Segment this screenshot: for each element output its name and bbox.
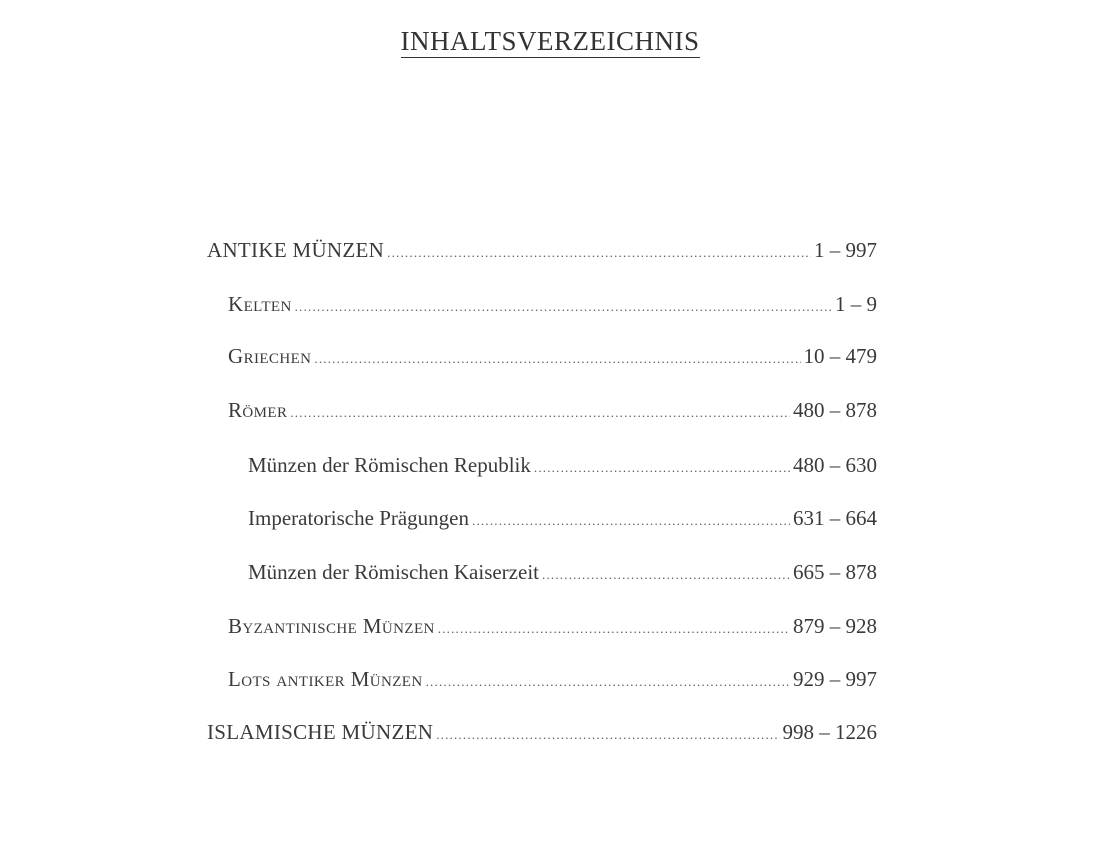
toc-entry-label: ANTIKE MÜNZEN <box>207 238 385 262</box>
toc-entry-label: Griechen <box>228 344 312 368</box>
toc-entry-islamische-muenzen[interactable] <box>207 719 877 748</box>
toc-entry-pages: 879 – 928 <box>793 614 877 638</box>
toc-entry-label: Lots antiker Münzen <box>228 667 423 691</box>
toc-entry-label: Kelten <box>228 292 292 316</box>
toc-entry-pages: 480 – 630 <box>793 453 877 477</box>
toc-entry-lots-antiker-muenzen[interactable] <box>228 666 877 695</box>
toc-entry-imperatorische-praegungen[interactable] <box>248 505 877 534</box>
toc-entry-byzantinische-muenzen[interactable] <box>228 613 877 642</box>
toc-entry-pages: 1 – 997 <box>814 238 877 262</box>
toc-entry-pages: 631 – 664 <box>793 506 877 530</box>
toc-entry-pages: 665 – 878 <box>793 560 877 584</box>
leader-dots <box>314 346 800 372</box>
toc-entry-label: Imperatorische Prägungen <box>248 506 470 530</box>
leader-dots <box>438 616 790 642</box>
toc-entry-label: ISLAMISCHE MÜNZEN <box>207 720 434 744</box>
leader-dots <box>295 294 832 320</box>
toc-entry-kelten[interactable] <box>228 291 877 320</box>
toc-entry-label: Münzen der Römischen Republik <box>248 453 531 477</box>
toc-entry-griechen[interactable] <box>228 343 877 372</box>
toc-entry-antike-muenzen[interactable] <box>207 237 877 266</box>
leader-dots <box>534 455 790 481</box>
toc-entry-pages: 10 – 479 <box>803 344 877 368</box>
page-title-text: INHALTSVERZEICHNIS <box>400 26 700 56</box>
leader-dots <box>542 562 790 588</box>
toc-entry-label: Münzen der Römischen Kaiserzeit <box>248 560 539 584</box>
toc-entry-pages: 929 – 997 <box>793 667 877 691</box>
toc-entry-roemische-republik[interactable] <box>248 452 877 481</box>
leader-dots <box>387 240 811 266</box>
leader-dots <box>290 400 790 426</box>
page-title <box>0 26 1100 57</box>
toc-entry-roemische-kaiserzeit[interactable] <box>248 559 877 588</box>
toc-entry-pages: 1 – 9 <box>835 292 877 316</box>
leader-dots <box>426 669 790 695</box>
leader-dots <box>472 508 790 534</box>
toc-entry-pages: 998 – 1226 <box>782 720 877 744</box>
toc-entry-pages: 480 – 878 <box>793 398 877 422</box>
toc-entry-label: Römer <box>228 398 288 422</box>
toc-entry-roemer[interactable] <box>228 397 877 426</box>
toc-entry-label: Byzantinische Münzen <box>228 614 435 638</box>
leader-dots <box>436 722 779 748</box>
